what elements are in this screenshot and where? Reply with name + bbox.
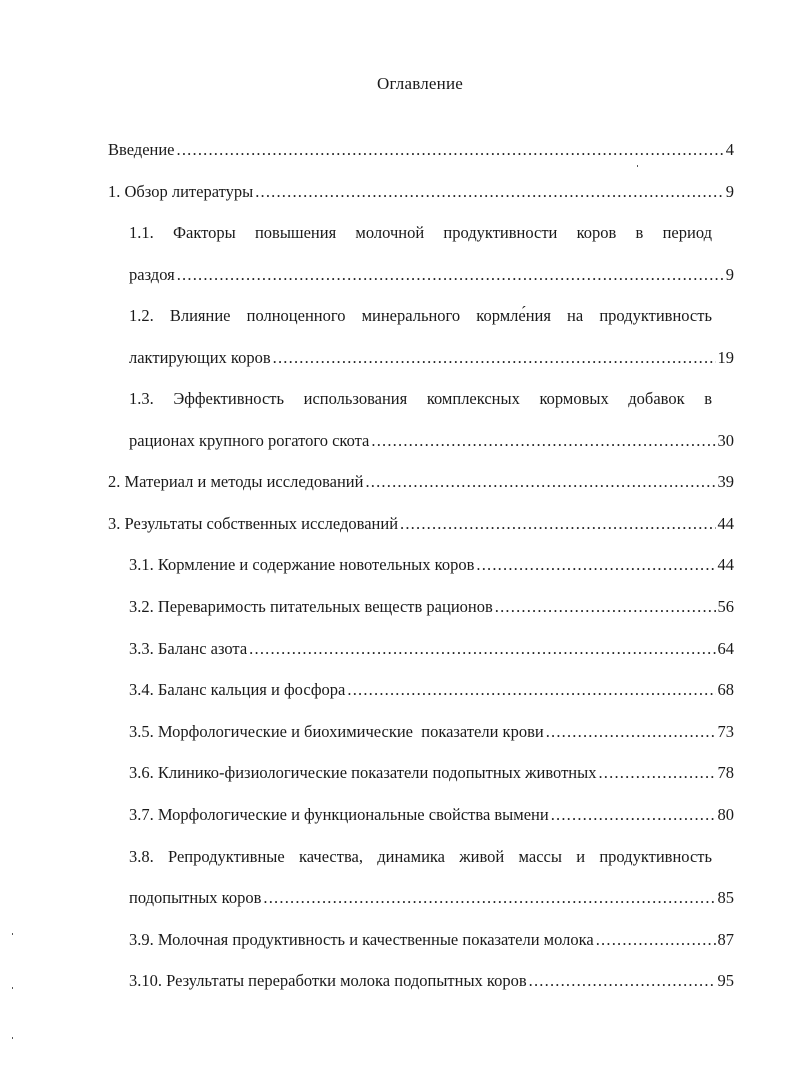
- toc-entry-3-2[interactable]: [129, 597, 734, 617]
- toc-page-number: 4: [725, 140, 734, 159]
- toc-entry-label: Введение: [108, 140, 175, 159]
- toc-entry-3[interactable]: [108, 514, 734, 534]
- toc-entry-introduction[interactable]: [108, 140, 734, 160]
- toc-page-number: 73: [717, 722, 734, 741]
- toc-page-number: 44: [717, 555, 734, 574]
- toc-entry-label: 3.7. Морфологические и функциональные свойства вымени: [129, 805, 549, 824]
- toc-leader-dots: [495, 597, 716, 617]
- toc-page-number: 9: [725, 265, 734, 284]
- toc-page-number: 85: [717, 888, 734, 907]
- toc-leader-dots: [249, 639, 715, 659]
- toc-entry-label: раздоя: [129, 265, 175, 284]
- toc-entry-3-9[interactable]: [129, 930, 734, 950]
- toc-leader-dots: [255, 182, 724, 202]
- toc-entry-3-5[interactable]: [129, 722, 734, 742]
- toc-leader-dots: [476, 555, 715, 575]
- toc-leader-dots: [400, 514, 715, 534]
- toc-entry-3-3[interactable]: [129, 639, 734, 659]
- toc-entry-1-2-line1[interactable]: 1.2. Влияние полноценного минерального кормле́ния на продуктивность: [129, 306, 712, 325]
- toc-entry-3-4[interactable]: [129, 680, 734, 700]
- toc-entry-3-1[interactable]: [129, 555, 734, 575]
- toc-entry-label: подопытных коров: [129, 888, 262, 907]
- toc-entry-3-8-line1[interactable]: 3.8. Репродуктивные качества, динамика живой массы и продуктивность: [129, 847, 712, 866]
- toc-entry-1-1-line1[interactable]: 1.1. Факторы повышения молочной продуктивности коров в период: [129, 223, 712, 242]
- toc-entry-3-10[interactable]: [129, 971, 734, 991]
- toc-entry-label: рационах крупного рогатого скота: [129, 431, 370, 450]
- toc-page-number: 87: [717, 930, 734, 949]
- toc-entry-3-7[interactable]: [129, 805, 734, 825]
- toc-entry-1-3-line1[interactable]: 1.3. Эффективность использования комплексных кормовых добавок в: [129, 389, 712, 408]
- toc-page-number: 39: [717, 472, 734, 491]
- toc-entry-label: лактирующих коров: [129, 348, 271, 367]
- toc-entry-label: 3. Результаты собственных исследований: [108, 514, 399, 533]
- toc-leader-dots: [598, 763, 715, 783]
- toc-leader-dots: [263, 888, 715, 908]
- toc-leader-dots: [529, 971, 716, 991]
- toc-leader-dots: [371, 431, 715, 451]
- toc-entry-label: 1. Обзор литературы: [108, 182, 254, 201]
- toc-page-number: 95: [717, 971, 734, 990]
- page-title: Оглавление: [377, 74, 463, 93]
- toc-leader-dots: [177, 140, 724, 160]
- toc-entry-1[interactable]: [108, 182, 734, 202]
- toc-entry-label: 3.6. Клинико-физиологические показатели подопытных животных: [129, 763, 597, 782]
- toc-page-number: 80: [717, 805, 734, 824]
- toc-entry-label: 3.1. Кормление и содержание новотельных коров: [129, 555, 475, 574]
- toc-leader-dots: [551, 805, 716, 825]
- scan-speck: [12, 987, 13, 989]
- toc-page-number: 9: [725, 182, 734, 201]
- toc-entry-1-3[interactable]: [129, 431, 734, 451]
- toc-page-number: 64: [717, 639, 734, 658]
- toc-leader-dots: [546, 722, 716, 742]
- toc-leader-dots: [365, 472, 715, 492]
- toc-entry-1-2[interactable]: [129, 348, 734, 368]
- toc-entry-label: 3.5. Морфологические и биохимические показатели крови: [129, 722, 544, 741]
- toc-leader-dots: [596, 930, 716, 950]
- toc-page-number: 44: [717, 514, 734, 533]
- toc-entry-3-6[interactable]: [129, 763, 734, 783]
- toc-entry-2[interactable]: [108, 472, 734, 492]
- toc-leader-dots: [273, 348, 716, 368]
- scan-speck: [12, 1037, 13, 1039]
- toc-entry-label: 2. Материал и методы исследований: [108, 472, 364, 491]
- toc-leader-dots: [177, 265, 724, 285]
- toc-entry-3-8[interactable]: [129, 888, 734, 908]
- toc-page-number: 68: [717, 680, 734, 699]
- scan-speck: [637, 165, 638, 167]
- toc-page-number: 78: [717, 763, 734, 782]
- scan-speck: [12, 933, 13, 935]
- toc-leader-dots: [347, 680, 715, 700]
- toc-entry-1-1[interactable]: [129, 265, 734, 285]
- toc-entry-label: 3.10. Результаты переработки молока подопытных коров: [129, 971, 527, 990]
- toc-entry-label: 3.2. Переваримость питательных веществ рационов: [129, 597, 493, 616]
- toc-entry-label: 3.3. Баланс азота: [129, 639, 248, 658]
- toc-page-number: 30: [717, 431, 734, 450]
- toc-page-number: 56: [717, 597, 734, 616]
- toc-entry-label: 3.9. Молочная продуктивность и качественные показатели молока: [129, 930, 594, 949]
- toc-entry-label: 3.4. Баланс кальция и фосфора: [129, 680, 346, 699]
- toc-page-number: 19: [717, 348, 734, 367]
